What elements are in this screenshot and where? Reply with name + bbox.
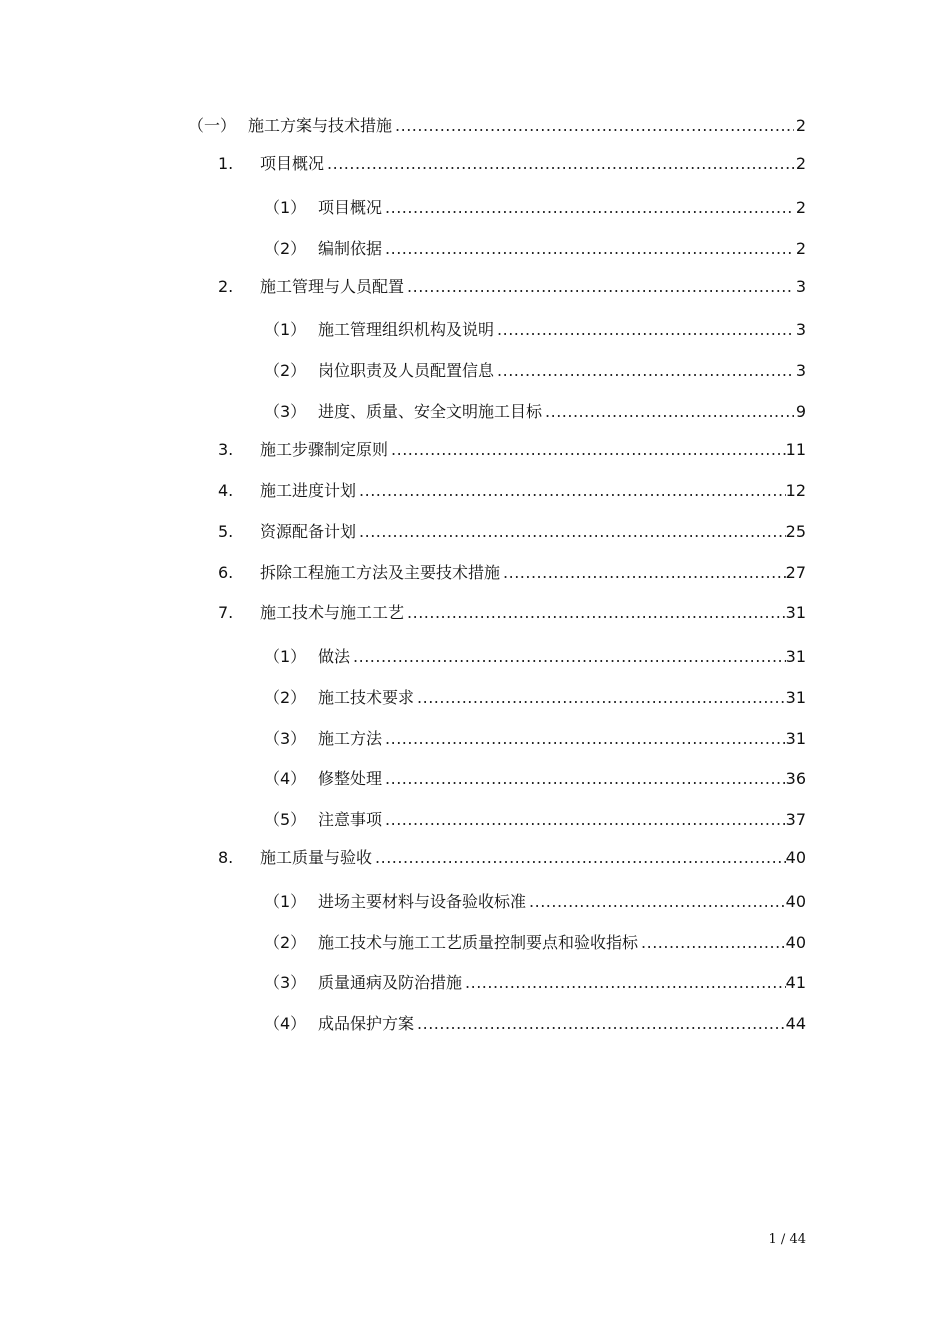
toc-entry[interactable] <box>218 560 806 586</box>
toc-dot-leader <box>462 970 786 996</box>
toc-dot-leader <box>542 399 794 425</box>
toc-dot-leader <box>494 358 794 384</box>
toc-entry-number: 5. <box>218 522 234 541</box>
toc-dot-leader <box>324 151 794 177</box>
toc-dot-leader <box>356 478 786 504</box>
toc-entry[interactable] <box>264 236 806 262</box>
toc-entry-page: 3 <box>795 277 806 296</box>
toc-entry[interactable] <box>264 889 806 915</box>
toc-dot-leader <box>382 726 786 752</box>
toc-entry[interactable] <box>218 519 806 545</box>
toc-entry[interactable] <box>264 726 806 752</box>
toc-entry-number: 3. <box>218 440 234 459</box>
toc-entry[interactable] <box>218 845 806 871</box>
toc-dot-leader <box>526 889 786 915</box>
toc-entry-title: 质量通病及防治措施 <box>318 973 463 992</box>
toc-dot-leader <box>382 236 794 262</box>
toc-entry-page: 2 <box>795 239 806 258</box>
toc-entry-title: 施工进度计划 <box>260 481 357 500</box>
toc-entry-page: 40 <box>785 848 806 867</box>
toc-entry-number: （2） <box>264 361 307 380</box>
toc-entry-title: 成品保护方案 <box>318 1014 415 1033</box>
toc-entry-number: 2. <box>218 277 234 296</box>
toc-entry-title: 施工质量与验收 <box>260 848 373 867</box>
toc-entry-page: 27 <box>785 563 806 582</box>
toc-entry-page: 12 <box>785 481 806 500</box>
toc-entry-page: 3 <box>795 320 806 339</box>
toc-entry-title: 进场主要材料与设备验收标准 <box>318 892 527 911</box>
toc-entry-title: 拆除工程施工方法及主要技术措施 <box>260 563 501 582</box>
toc-entry-title: 岗位职责及人员配置信息 <box>318 361 495 380</box>
toc-entry-number: （3） <box>264 729 307 748</box>
toc-entry[interactable] <box>264 1011 806 1037</box>
toc-entry-title: 施工管理组织机构及说明 <box>318 320 495 339</box>
toc-entry-page: 36 <box>785 769 806 788</box>
toc-entry-page: 31 <box>785 647 806 666</box>
toc-entry-title: 资源配备计划 <box>260 522 357 541</box>
toc-dot-leader <box>494 317 794 343</box>
toc-entry-number: （5） <box>264 810 307 829</box>
toc-entry[interactable] <box>264 970 806 996</box>
toc-entry-page: 11 <box>785 440 806 459</box>
toc-entry[interactable] <box>218 437 806 463</box>
toc-entry-page: 2 <box>795 198 806 217</box>
toc-entry-title: 施工步骤制定原则 <box>260 440 389 459</box>
toc-dot-leader <box>414 1011 786 1037</box>
toc-entry-page: 31 <box>785 603 806 622</box>
toc-dot-leader <box>382 807 786 833</box>
toc-entry-number: （4） <box>264 769 307 788</box>
toc-entry-page: 31 <box>785 729 806 748</box>
toc-entry-title: 施工技术与施工工艺质量控制要点和验收指标 <box>318 933 639 952</box>
toc-dot-leader <box>404 600 786 626</box>
toc-dot-leader <box>382 766 786 792</box>
toc-entry-title: 施工方法 <box>318 729 383 748</box>
toc-entry[interactable] <box>264 685 806 711</box>
toc-dot-leader <box>392 113 794 139</box>
toc-entry-number: 4. <box>218 481 234 500</box>
toc-entry-page: 31 <box>785 688 806 707</box>
toc-entry-number: （2） <box>264 688 307 707</box>
toc-entry[interactable] <box>264 644 806 670</box>
page-number: 1 / 44 <box>768 1232 806 1247</box>
toc-entry[interactable] <box>264 766 806 792</box>
toc-entry-number: 1. <box>218 154 234 173</box>
toc-entry-number: （2） <box>264 933 307 952</box>
toc-entry[interactable] <box>264 807 806 833</box>
toc-dot-leader <box>388 437 786 463</box>
toc-entry-page: 25 <box>785 522 806 541</box>
toc-dot-leader <box>372 845 786 871</box>
toc-entry-title: 施工管理与人员配置 <box>260 277 405 296</box>
toc-dot-leader <box>500 560 786 586</box>
toc-dot-leader <box>638 930 786 956</box>
toc-entry-page: 37 <box>785 810 806 829</box>
toc-dot-leader <box>356 519 786 545</box>
toc-entry[interactable] <box>264 317 806 343</box>
toc-entry[interactable] <box>188 113 806 139</box>
toc-entry-page: 44 <box>785 1014 806 1033</box>
toc-entry-page: 2 <box>795 116 806 135</box>
toc-entry-title: 注意事项 <box>318 810 383 829</box>
toc-entry[interactable] <box>218 274 806 300</box>
toc-entry-number: （1） <box>264 892 307 911</box>
toc-entry-number: （1） <box>264 198 307 217</box>
toc-entry-page: 9 <box>795 402 806 421</box>
toc-entry-title: 进度、质量、安全文明施工目标 <box>318 402 543 421</box>
toc-entry[interactable] <box>218 151 806 177</box>
toc-entry-number: （3） <box>264 402 307 421</box>
toc-entry-title: 施工技术要求 <box>318 688 415 707</box>
toc-dot-leader <box>404 274 794 300</box>
toc-entry[interactable] <box>218 600 806 626</box>
toc-entry-number: （3） <box>264 973 307 992</box>
toc-entry[interactable] <box>264 195 806 221</box>
toc-entry[interactable] <box>218 478 806 504</box>
toc-entry[interactable] <box>264 399 806 425</box>
toc-entry[interactable] <box>264 930 806 956</box>
toc-entry-page: 2 <box>795 154 806 173</box>
toc-entry-number: 8. <box>218 848 234 867</box>
toc-entry[interactable] <box>264 358 806 384</box>
toc-entry-title: 修整处理 <box>318 769 383 788</box>
toc-dot-leader <box>414 685 786 711</box>
toc-dot-leader <box>350 644 786 670</box>
toc-entry-page: 40 <box>785 933 806 952</box>
toc-dot-leader <box>382 195 794 221</box>
toc-entry-page: 41 <box>785 973 806 992</box>
toc-entry-number: 7. <box>218 603 234 622</box>
toc-entry-title: 做法 <box>318 647 351 666</box>
toc-entry-title: 施工方案与技术措施 <box>248 116 393 135</box>
toc-entry-number: （1） <box>264 320 307 339</box>
toc-entry-page: 3 <box>795 361 806 380</box>
toc-entry-title: 编制依据 <box>318 239 383 258</box>
toc-entry-title: 项目概况 <box>260 154 325 173</box>
toc-entry-number: （4） <box>264 1014 307 1033</box>
toc-entry-title: 施工技术与施工工艺 <box>260 603 405 622</box>
toc-entry-number: （1） <box>264 647 307 666</box>
toc-entry-title: 项目概况 <box>318 198 383 217</box>
toc-entry-number: （2） <box>264 239 307 258</box>
toc-entry-number: （一） <box>188 116 237 135</box>
toc-entry-number: 6. <box>218 563 234 582</box>
toc-entry-page: 40 <box>785 892 806 911</box>
